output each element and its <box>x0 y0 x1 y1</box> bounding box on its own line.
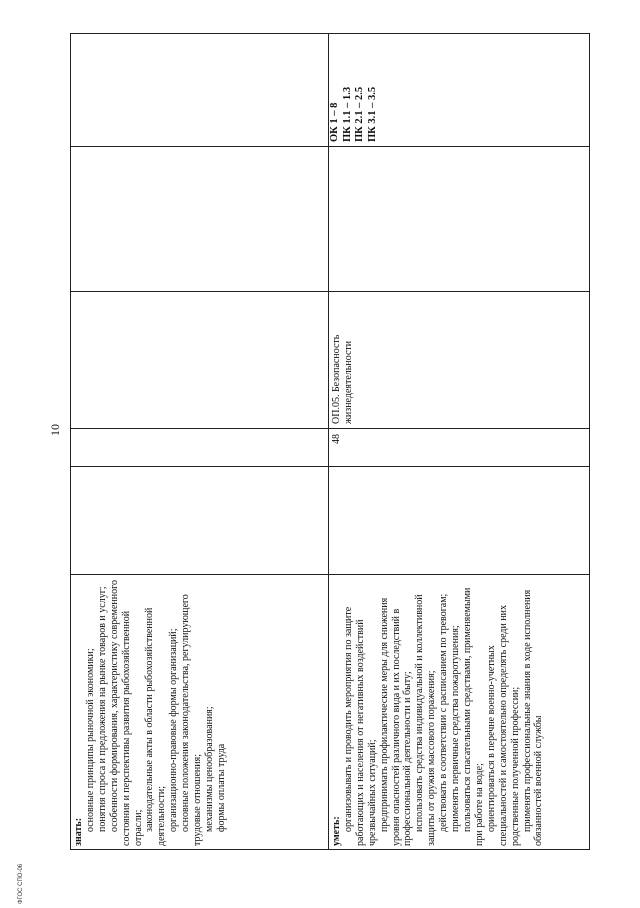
footer-code-text: ФГОС СПО-06 <box>18 863 24 904</box>
table-row-knowledge <box>71 34 329 850</box>
discipline-name: ОП.05. Безопасность жизнедеятельности <box>331 334 354 424</box>
competency-list <box>329 34 379 146</box>
cell-hours-empty <box>71 429 329 467</box>
skills-list-item: использовать средства индивидуальной и коллективной защиты от оружия массового поражения; <box>414 594 438 846</box>
footer-code <box>18 863 32 908</box>
know-list-item: законодательные акты в области рыбохозяйственной деятельности; <box>144 607 168 846</box>
cell-hours <box>329 429 590 467</box>
requirements-know-text <box>71 575 230 849</box>
skills-list-item: ориентироваться в перечне военно-учетных специальностей и самостоятельно определять среди них родственные полученной профессии; <box>485 604 521 846</box>
skills-list-item: пользоваться спасательными средствами, применяемыми при работе на воде; <box>461 587 485 846</box>
requirements-skills-text <box>329 575 547 849</box>
cell-competency-empty <box>71 34 329 147</box>
skills-list-item: предпринимать профилактические меры для снижения уровня опасностей различного вида и их последствий в профессиональной деятельности и быту; <box>378 597 414 846</box>
cell-empty-1 <box>71 467 329 575</box>
page-number: 10 <box>48 424 62 436</box>
competency-table <box>70 33 590 850</box>
cell-requirements-know <box>71 575 329 850</box>
rotated-page <box>48 30 603 850</box>
cell-empty-2 <box>71 147 329 292</box>
cell-empty-4 <box>329 147 590 292</box>
know-list-item: формы оплаты труда <box>215 743 227 832</box>
know-list <box>85 578 228 846</box>
skills-list-item: применять первичные средства пожаротушения; <box>450 625 462 832</box>
skills-list-item: организовывать и проводить мероприятия по защите работающих и населения от негативных воздействий чрезвычайных ситуаций; <box>342 606 378 846</box>
cell-discipline <box>329 292 590 429</box>
table-row-skills <box>329 34 590 850</box>
skills-list-item: действовать в соответствии с расписанием по тревогам; <box>438 593 450 832</box>
competency-code: ОК 1 – 8 <box>329 102 340 142</box>
know-list-item: особенности формирования, характеристику современного состояния и перспективы развития рыбохозяйственной отрасли; <box>108 580 144 846</box>
skills-heading: уметь: <box>331 816 342 846</box>
know-heading: знать: <box>73 817 84 846</box>
cell-empty-3 <box>329 467 590 575</box>
know-list-item: организационно-правовые формы организаций; <box>168 628 180 832</box>
know-list-item: основные принципы рыночной экономики; <box>84 648 96 832</box>
know-list-item: основные положения законодательства, регулирующего трудовые отношения; <box>180 594 204 846</box>
competency-code: ПК 3.1 – 3.5 <box>366 86 378 142</box>
cell-competencies <box>329 34 590 147</box>
competency-code: ПК 2.1 – 2.5 <box>354 86 365 142</box>
cell-discipline-empty <box>71 292 329 429</box>
skills-list-item: применять профессиональные знания в ходе исполнения обязанностей военной службы <box>521 589 545 846</box>
cell-requirements-skills <box>329 575 590 850</box>
competency-code: ПК 1.1 – 1.3 <box>341 86 353 142</box>
skills-list <box>343 578 545 846</box>
hours-value: 48 <box>331 434 342 444</box>
know-list-item: понятия спроса и предложения на рынке товаров и услуг; <box>96 586 108 832</box>
know-list-item: механизмы ценообразования; <box>203 706 215 832</box>
